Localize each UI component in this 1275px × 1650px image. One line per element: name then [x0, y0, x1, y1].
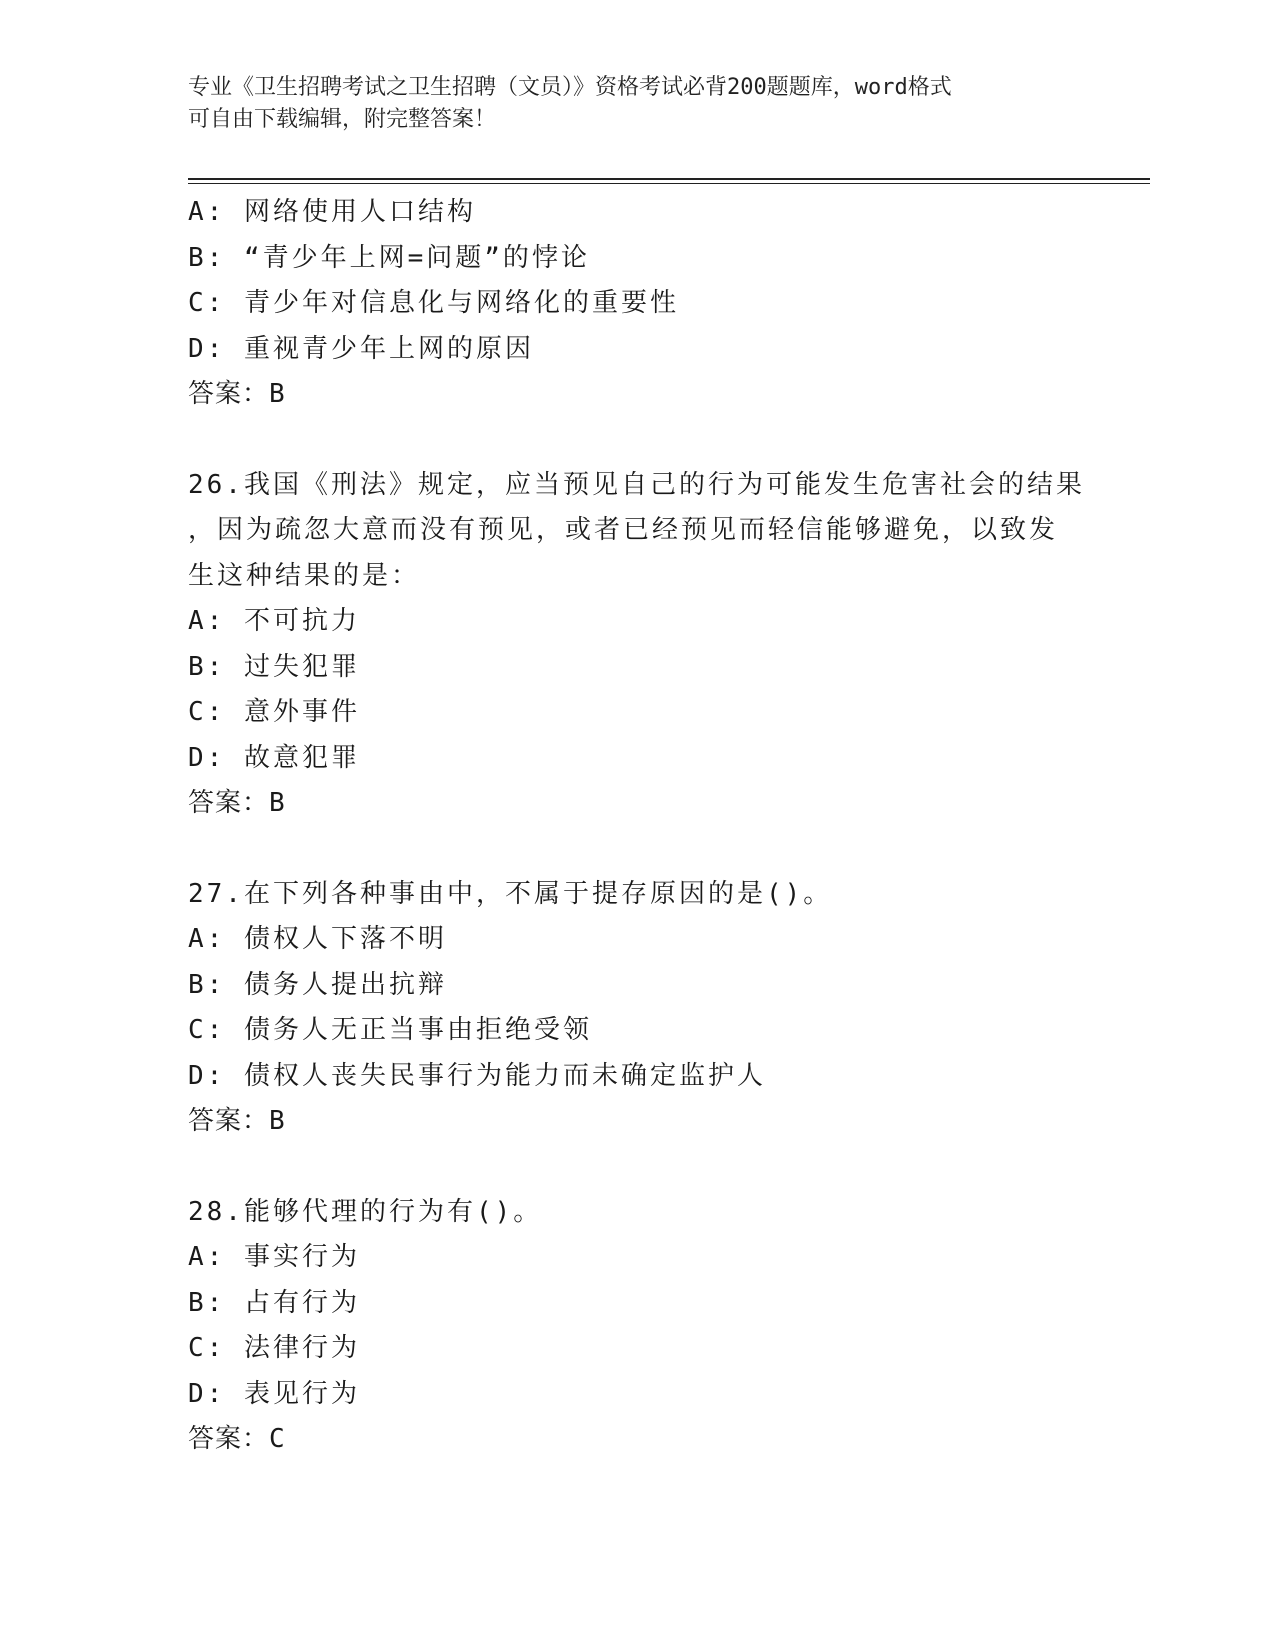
- option-a: A: 事实行为: [188, 1242, 360, 1272]
- question-28: [188, 1190, 1088, 1463]
- question-stem-line: ，因为疏忽大意而没有预见，或者已经预见而轻信能够避免，以致发: [188, 515, 1059, 545]
- header-line-2: 可自由下载编辑，附完整答案！: [188, 107, 497, 132]
- spacer: [188, 1145, 1088, 1190]
- answer: 答案：B: [188, 379, 286, 409]
- option-b: B: 债务人提出抗辩: [188, 969, 447, 1000]
- question-list: [188, 190, 1088, 1463]
- question-stem-line: 生这种结果的是：: [188, 560, 421, 591]
- option-c: C: 意外事件: [188, 697, 360, 727]
- header-rule-thin: [188, 183, 1150, 184]
- header-rule-thick: [188, 178, 1150, 180]
- question-stem-line: 26.我国《刑法》规定，应当预见自己的行为可能发生危害社会的结果: [188, 469, 1085, 500]
- answer: 答案：C: [188, 1424, 286, 1454]
- question-26: [188, 463, 1088, 827]
- answer: 答案：B: [188, 788, 286, 818]
- option-c: C: 债务人无正当事由拒绝受领: [188, 1015, 592, 1045]
- option-d: D: 故意犯罪: [188, 742, 360, 773]
- question-25: [188, 190, 1088, 418]
- spacer: [188, 418, 1088, 463]
- question-27: [188, 872, 1088, 1145]
- option-b: B: 过失犯罪: [188, 651, 360, 682]
- question-stem-line: 28.能够代理的行为有()。: [188, 1196, 543, 1227]
- option-c: C: 法律行为: [188, 1333, 360, 1363]
- option-d: D: 债权人丧失民事行为能力而未确定监护人: [188, 1060, 766, 1091]
- option-a: A: 不可抗力: [188, 606, 360, 636]
- option-a: A: 债权人下落不明: [188, 924, 447, 954]
- option-d: D: 重视青少年上网的原因: [188, 333, 534, 364]
- spacer: [188, 827, 1088, 872]
- header-line-1: 专业《卫生招聘考试之卫生招聘（文员）》资格考试必背200题题库，word格式: [188, 75, 952, 100]
- option-d: D: 表见行为: [188, 1378, 360, 1409]
- option-a: A: 网络使用人口结构: [188, 197, 476, 227]
- answer: 答案：B: [188, 1106, 286, 1136]
- option-c: C: 青少年对信息化与网络化的重要性: [188, 288, 679, 318]
- option-b: B: 占有行为: [188, 1287, 360, 1318]
- option-b: B: “青少年上网=问题”的悖论: [188, 242, 590, 273]
- question-stem-line: 27.在下列各种事由中，不属于提存原因的是()。: [188, 878, 833, 909]
- document-header: [188, 72, 1088, 136]
